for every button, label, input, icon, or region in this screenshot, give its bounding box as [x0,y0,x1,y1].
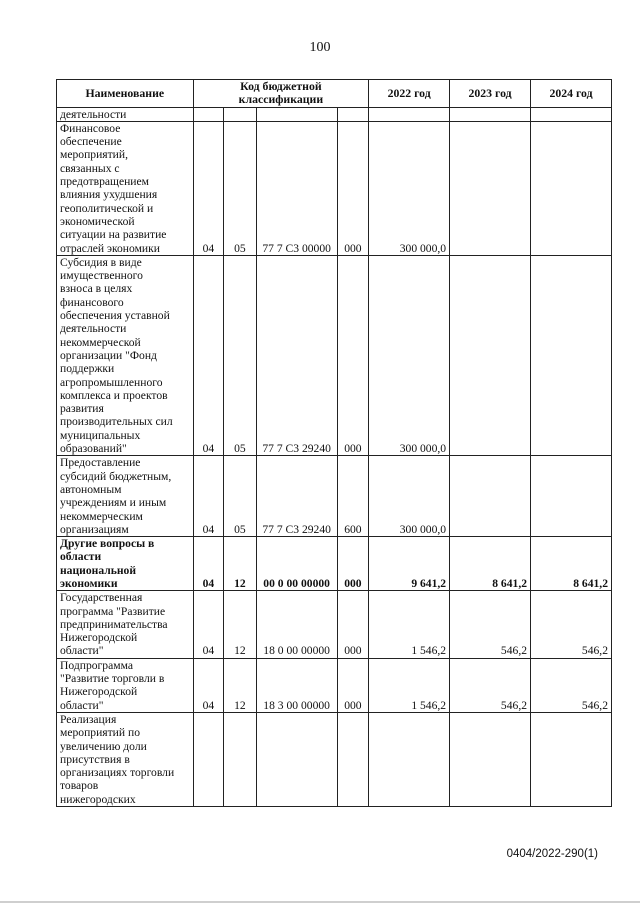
row-name: Подпрограмма "Развитие торговли в Нижегородской области" [57,658,194,712]
row-subsection-code: 05 [224,255,257,455]
row-value-2023: 546,2 [450,658,531,712]
row-value-2024 [531,712,612,806]
table-row [57,591,612,658]
row-name: Реализация мероприятий по увеличению доли присутствия в организациях торговли товаров нижегородских [57,712,194,806]
row-value-2023: 546,2 [450,591,531,658]
row-subsection-code: 12 [224,658,257,712]
row-target-article: 18 3 00 00000 [256,658,337,712]
row-value-2023 [450,712,531,806]
row-subsection-code [224,107,257,121]
row-value-2022: 9 641,2 [369,537,450,591]
row-expense-type: 000 [337,537,369,591]
row-name: Другие вопросы в области национальной экономики [57,537,194,591]
row-target-article: 77 7 С3 29240 [256,456,337,537]
table-row [57,121,612,255]
table-row [57,456,612,537]
row-target-article: 18 0 00 00000 [256,591,337,658]
row-value-2023: 8 641,2 [450,537,531,591]
row-section-code [193,107,223,121]
row-target-article [256,712,337,806]
row-name: Финансовое обеспечение мероприятий, связанных с предотвращением влияния ухудшения геополитической и экономической ситуации на развитие отраслей экономики [57,121,194,255]
row-section-code: 04 [193,537,223,591]
table-row [57,255,612,455]
row-expense-type: 000 [337,121,369,255]
row-section-code: 04 [193,456,223,537]
row-subsection-code: 12 [224,591,257,658]
row-target-article: 77 7 С3 00000 [256,121,337,255]
row-expense-type: 000 [337,591,369,658]
row-value-2024: 8 641,2 [531,537,612,591]
header-code: Код бюджетной классификации [193,80,369,108]
row-value-2023 [450,107,531,121]
row-subsection-code: 05 [224,121,257,255]
row-value-2022 [369,107,450,121]
table-header-row [57,80,612,108]
table-row [57,658,612,712]
row-name: деятельности [57,107,194,121]
header-name: Наименование [57,80,194,108]
row-name: Предоставление субсидий бюджетным, автономным учреждениям и иным некоммерческим организациям [57,456,194,537]
row-name: Субсидия в виде имущественного взноса в целях финансового обеспечения уставной деятельности некоммерческой организации "Фонд поддержки агропромышленного комплекса и проектов развития производительных сил муниципальных образований" [57,255,194,455]
row-section-code: 04 [193,255,223,455]
row-target-article [256,107,337,121]
row-section-code: 04 [193,591,223,658]
row-expense-type: 600 [337,456,369,537]
row-expense-type [337,107,369,121]
header-2022: 2022 год [369,80,450,108]
table-row [57,537,612,591]
row-value-2022: 300 000,0 [369,121,450,255]
row-value-2024: 546,2 [531,658,612,712]
row-value-2022 [369,712,450,806]
row-value-2024 [531,121,612,255]
row-value-2022: 1 546,2 [369,658,450,712]
row-section-code: 04 [193,658,223,712]
row-section-code: 04 [193,121,223,255]
row-value-2024 [531,255,612,455]
table-row [57,107,612,121]
header-2024: 2024 год [531,80,612,108]
row-section-code [193,712,223,806]
row-value-2024: 546,2 [531,591,612,658]
row-value-2023 [450,121,531,255]
row-target-article: 77 7 С3 29240 [256,255,337,455]
row-subsection-code: 05 [224,456,257,537]
header-2023: 2023 год [450,80,531,108]
row-value-2024 [531,107,612,121]
scan-edge-line [0,901,640,903]
row-target-article: 00 0 00 00000 [256,537,337,591]
row-expense-type [337,712,369,806]
document-code: 0404/2022-290(1) [506,848,598,860]
row-expense-type: 000 [337,658,369,712]
table-row [57,712,612,806]
row-value-2024 [531,456,612,537]
row-value-2022: 1 546,2 [369,591,450,658]
row-value-2023 [450,255,531,455]
budget-table [56,79,612,807]
row-subsection-code: 12 [224,537,257,591]
row-value-2022: 300 000,0 [369,456,450,537]
row-value-2022: 300 000,0 [369,255,450,455]
row-name: Государственная программа "Развитие предпринимательства Нижегородской области" [57,591,194,658]
row-value-2023 [450,456,531,537]
row-expense-type: 000 [337,255,369,455]
row-subsection-code [224,712,257,806]
page-number: 100 [309,40,331,55]
